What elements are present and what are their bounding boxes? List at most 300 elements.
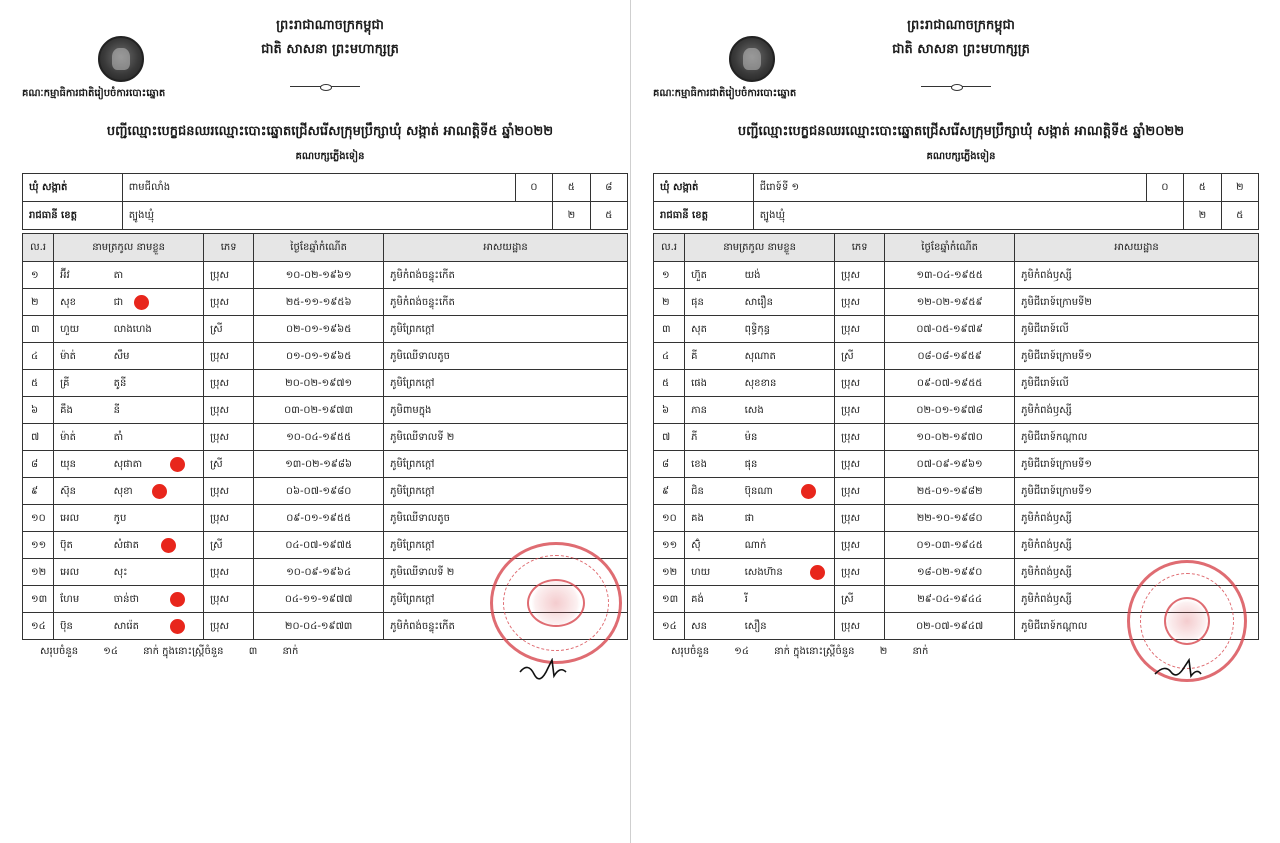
- address-cell: [1015, 316, 1259, 343]
- sex-cell-text: ប្រុស: [841, 431, 860, 443]
- dob-cell: [254, 397, 384, 424]
- address-cell-text: ភូមិពាមក្នុង: [390, 404, 432, 416]
- sex-cell: [835, 289, 885, 316]
- dob-cell-text: ០៧-០៥-១៩៧៩: [916, 323, 983, 335]
- surname-cell-text: អេល: [60, 566, 80, 578]
- given-name-cell-text: លាងហេង: [113, 323, 152, 335]
- sex-cell: [835, 262, 885, 289]
- surname-cell: [685, 289, 739, 316]
- row-number-text: ១០: [31, 512, 46, 524]
- dob-cell-text: ០៦-០៧-១៩៨០: [285, 485, 352, 497]
- commune-label: ឃុំ សង្កាត់: [23, 174, 123, 202]
- surname-cell: [685, 613, 739, 640]
- row-number-text: ១២: [662, 566, 678, 578]
- sex-cell: [835, 424, 885, 451]
- dob-cell-text: ២៩-០៤-១៩៤៤: [917, 593, 983, 605]
- dob-cell: [254, 586, 384, 613]
- summary-text: នាក់ ក្នុងនោះស្ត្រីចំនួន: [143, 646, 224, 657]
- district-name: ត្បូងឃ្មុំ: [122, 202, 552, 230]
- surname-cell-text: ភាន: [691, 404, 707, 416]
- sex-cell: [835, 316, 885, 343]
- column-header-name: នាមត្រកូល នាមខ្លួន: [54, 234, 204, 262]
- commune-name: ជីរោទ៍ទី ១: [753, 174, 1146, 202]
- dob-cell: [885, 262, 1015, 289]
- ornament-divider: [290, 84, 360, 90]
- row-number: [654, 532, 685, 559]
- dob-cell: [254, 505, 384, 532]
- summary-total-label: សរុបចំនួន: [40, 646, 79, 657]
- row-number-text: ៧: [31, 431, 40, 443]
- sex-cell-text: ប្រុស: [210, 269, 229, 281]
- sex-cell-text: ប្រុស: [841, 620, 860, 632]
- address-cell: [1015, 343, 1259, 370]
- address-cell-text: ភូមិកំពង់ឫស្សី: [1021, 566, 1072, 578]
- dob-cell-text: ០៩-០៧-១៩៥៥: [916, 377, 983, 389]
- given-name-cell: [739, 505, 835, 532]
- table-row: [654, 262, 1259, 289]
- address-cell: [1015, 478, 1259, 505]
- national-motto: ជាតិ សាសនា ព្រះមហាក្សត្រ: [261, 42, 399, 57]
- row-number: [654, 478, 685, 505]
- address-cell: [1015, 262, 1259, 289]
- given-name-cell-text: សុខា: [113, 485, 133, 497]
- dob-cell: [885, 343, 1015, 370]
- surname-cell: [685, 397, 739, 424]
- given-name-cell: [108, 613, 204, 640]
- document-title: បញ្ជីឈ្មោះបេក្ខជនឈរឈ្មោះបោះឆ្នោតជ្រើសរើសក្រុមប្រឹក្សាឃុំ សង្កាត់ អាណត្តិទី៥ ឆ្នាំ២០២២: [106, 124, 554, 139]
- address-cell: [1015, 397, 1259, 424]
- row-number-text: ៥: [31, 377, 39, 389]
- national-motto: ជាតិ សាសនា ព្រះមហាក្សត្រ: [892, 42, 1030, 57]
- district-code-digit: ៥: [590, 202, 627, 230]
- given-name-cell: [739, 532, 835, 559]
- dob-cell-text: ០៣-០២-១៩៧៣: [284, 404, 354, 416]
- row-number: [23, 613, 54, 640]
- row-number: [23, 478, 54, 505]
- dob-cell-text: ០១-០១-១៩៦៥: [285, 350, 352, 362]
- summary-total-label: សរុបចំនួន: [671, 646, 710, 657]
- table-row: [654, 505, 1259, 532]
- address-cell: [384, 478, 628, 505]
- dob-cell-text: ០២-០១-១៩៧៨: [916, 404, 983, 416]
- sex-cell-text: ប្រុស: [841, 512, 860, 524]
- address-cell: [384, 343, 628, 370]
- given-name-cell-text: ពុទ្ធិកុន្ធ: [744, 323, 771, 335]
- dob-cell: [254, 370, 384, 397]
- given-name-cell: [739, 586, 835, 613]
- sex-cell: [835, 478, 885, 505]
- address-cell: [384, 370, 628, 397]
- address-cell: [1015, 532, 1259, 559]
- dob-cell: [885, 559, 1015, 586]
- address-cell-text: ភូមិកំពង់ចន្ទុះកើត: [390, 620, 455, 632]
- sex-cell: [204, 559, 254, 586]
- sex-cell: [204, 505, 254, 532]
- address-cell-text: ភូមិកំពង់ឫស្សី: [1021, 539, 1072, 551]
- row-number: [654, 289, 685, 316]
- given-name-cell: [108, 559, 204, 586]
- surname-cell-text: ភី: [691, 431, 698, 443]
- address-cell-text: ភូមិកំពង់ឫស្សី: [1021, 404, 1072, 416]
- address-cell: [384, 451, 628, 478]
- given-name-cell-text: តា: [113, 269, 124, 281]
- dob-cell: [254, 559, 384, 586]
- row-number-text: ១២: [31, 566, 47, 578]
- red-mark-icon: [152, 484, 167, 499]
- surname-cell-text: សន: [691, 620, 707, 632]
- dob-cell-text: ០៩-០១-១៩៥៥: [286, 512, 352, 524]
- surname-cell: [685, 532, 739, 559]
- commune-name: ពាមជីលាំង: [122, 174, 515, 202]
- summary-unit: នាក់: [282, 646, 299, 657]
- sex-cell: [204, 613, 254, 640]
- given-name-cell: [108, 370, 204, 397]
- address-cell: [384, 262, 628, 289]
- surname-cell-text: ផេង: [691, 377, 707, 389]
- table-row: [654, 424, 1259, 451]
- address-cell-text: ភូមិជីរោទ៍ក្រោមទី១: [1021, 350, 1092, 362]
- surname-cell-text: ខេង: [691, 458, 707, 470]
- dob-cell-text: ២៥-១១-១៩៥៦: [285, 296, 352, 308]
- address-cell: [1015, 424, 1259, 451]
- row-number: [23, 424, 54, 451]
- given-name-cell-text: រី: [744, 593, 748, 605]
- sex-cell: [204, 343, 254, 370]
- dob-cell: [885, 370, 1015, 397]
- address-cell: [384, 397, 628, 424]
- commune-code-digit: ២: [1221, 174, 1258, 202]
- dob-cell: [254, 316, 384, 343]
- table-row: [23, 262, 628, 289]
- surname-cell-text: ផុន: [691, 296, 704, 308]
- surname-cell-text: ម៉ាត់: [60, 431, 76, 443]
- document-page-left: [0, 0, 630, 843]
- table-row: [23, 424, 628, 451]
- sex-cell-text: ប្រុស: [841, 296, 860, 308]
- party-name: គណបក្សភ្លើងទៀន: [926, 151, 996, 162]
- district-name: ត្បូងឃ្មុំ: [753, 202, 1183, 230]
- dob-cell-text: ២២-១០-១៩៨០: [916, 512, 983, 524]
- given-name-cell-text: ម៉ន: [744, 431, 758, 443]
- surname-cell: [685, 505, 739, 532]
- sex-cell-text: ប្រុស: [841, 458, 860, 470]
- dob-cell-text: ២០-០៤-១៩៧៣: [284, 620, 353, 632]
- address-cell-text: ភូមិជីរោទ៍កណ្តាល: [1021, 431, 1088, 443]
- row-number: [654, 451, 685, 478]
- dob-cell-text: ០១-០៣-១៩៤៥: [916, 539, 983, 551]
- given-name-cell: [739, 343, 835, 370]
- row-number: [23, 559, 54, 586]
- address-cell-text: ភូមិជីរោទ៍លើ: [1021, 323, 1069, 335]
- row-number: [23, 316, 54, 343]
- surname-cell-text: គ្រី: [60, 377, 70, 389]
- surname-cell: [685, 316, 739, 343]
- sex-cell-text: ស្រី: [210, 539, 223, 551]
- dob-cell-text: ១០-០២-១៩៧០: [916, 431, 983, 443]
- surname-cell-text: ជិន: [691, 485, 704, 497]
- row-number-text: ១៤: [662, 620, 677, 632]
- table-header-row: [23, 234, 628, 262]
- dob-cell-text: ២០-០២-១៩៧១: [285, 377, 353, 389]
- table-row: [23, 316, 628, 343]
- given-name-cell: [108, 532, 204, 559]
- row-number: [23, 586, 54, 613]
- given-name-cell: [108, 451, 204, 478]
- surname-cell-text: គី: [691, 350, 698, 362]
- dob-cell-text: ០៨-០៨-១៩៥៩: [917, 350, 982, 362]
- dob-cell: [885, 586, 1015, 613]
- kingdom-heading: ព្រះរាជាណាចក្រកម្ពុជា: [276, 18, 384, 33]
- address-cell-text: ភូមិជីរោទ៍លើ: [1021, 377, 1069, 389]
- national-emblem-icon: [729, 36, 775, 82]
- surname-cell: [54, 289, 108, 316]
- address-cell: [1015, 370, 1259, 397]
- dob-cell: [254, 451, 384, 478]
- surname-cell: [685, 370, 739, 397]
- summary-line: [671, 644, 950, 659]
- row-number: [23, 370, 54, 397]
- given-name-cell-text: ផា: [744, 512, 755, 524]
- address-cell-text: ភូមិព្រែកក្តៅ: [390, 323, 435, 335]
- row-number-text: ១: [31, 269, 39, 281]
- given-name-cell-text: ជា: [113, 296, 124, 308]
- row-number: [654, 262, 685, 289]
- given-name-cell: [739, 451, 835, 478]
- district-code-digit: ២: [553, 202, 590, 230]
- row-number-text: ២: [662, 296, 670, 308]
- dob-cell-text: ០៤-១១-១៩៧៧: [284, 593, 353, 605]
- row-number-text: ១៤: [31, 620, 46, 632]
- surname-cell-text: សុត: [691, 323, 707, 335]
- dob-cell-text: ០៤-០៧-១៩៧៥: [285, 539, 352, 551]
- surname-cell-text: ប៊ុត: [60, 539, 73, 551]
- sex-cell-text: ប្រុស: [841, 485, 860, 497]
- given-name-cell-text: សុខខាន: [744, 377, 777, 389]
- dob-cell-text: ១០-០៩-១៩៦៤: [286, 566, 352, 578]
- sex-cell-text: ប្រុស: [210, 377, 229, 389]
- surname-cell-text: ហ៊ួត: [691, 269, 707, 281]
- sex-cell-text: ប្រុស: [841, 377, 860, 389]
- sex-cell-text: ប្រុស: [841, 539, 860, 551]
- given-name-cell: [108, 397, 204, 424]
- given-name-cell-text: តាំ: [113, 431, 124, 443]
- row-number-text: ៧: [662, 431, 671, 443]
- column-header-address: អាសយដ្ឋាន: [384, 234, 628, 262]
- surname-cell-text: គឹង: [60, 404, 73, 416]
- surname-cell: [54, 478, 108, 505]
- row-number-text: ១១: [662, 539, 678, 551]
- surname-cell-text: សុខ: [60, 296, 76, 308]
- sex-cell-text: ប្រុស: [210, 404, 229, 416]
- commune-code-digit: ៨: [590, 174, 627, 202]
- table-header-row: [654, 234, 1259, 262]
- given-name-cell: [108, 586, 204, 613]
- district-label: រាជធានី ខេត្ត: [23, 202, 123, 230]
- row-number: [654, 586, 685, 613]
- row-number: [654, 397, 685, 424]
- sex-cell-text: ប្រុស: [210, 485, 229, 497]
- dob-cell: [885, 424, 1015, 451]
- sex-cell: [835, 505, 885, 532]
- dob-cell: [885, 397, 1015, 424]
- summary-line: [40, 644, 320, 659]
- committee-name: គណៈកម្មាធិការជាតិរៀបចំការបោះឆ្នោត: [22, 88, 166, 99]
- dob-cell: [254, 478, 384, 505]
- surname-cell-text: គង: [691, 512, 704, 524]
- surname-cell-text: គង់: [691, 593, 704, 605]
- document-title: បញ្ជីឈ្មោះបេក្ខជនឈរឈ្មោះបោះឆ្នោតជ្រើសរើសក្រុមប្រឹក្សាឃុំ សង្កាត់ អាណត្តិទី៥ ឆ្នាំ២០២២: [737, 124, 1185, 139]
- row-number-text: ៣: [31, 323, 40, 335]
- given-name-cell-text: សុផាតា: [113, 458, 143, 470]
- given-name-cell-text: ផុន: [744, 458, 758, 470]
- row-number-text: ១០: [662, 512, 677, 524]
- address-cell-text: ភូមិជីរោទ៍ក្រោមទី១: [1021, 485, 1092, 497]
- dob-cell: [254, 289, 384, 316]
- address-cell-text: ភូមិជីរោទ៍ក្រោមទី២: [1021, 296, 1092, 308]
- column-header-sex: ភេទ: [204, 234, 254, 262]
- row-number: [23, 343, 54, 370]
- given-name-cell-text: តូនី: [113, 377, 127, 389]
- surname-cell: [54, 559, 108, 586]
- surname-cell-text: ស៊ុំ: [691, 539, 701, 551]
- table-row: [654, 478, 1259, 505]
- surname-cell: [685, 343, 739, 370]
- official-stamp: [490, 542, 622, 664]
- surname-cell: [54, 370, 108, 397]
- ornament-divider: [921, 84, 991, 90]
- row-number: [23, 505, 54, 532]
- address-cell: [1015, 505, 1259, 532]
- address-cell: [384, 289, 628, 316]
- given-name-cell-text: សឿន: [744, 620, 767, 632]
- sex-cell-text: ប្រុស: [841, 566, 860, 578]
- given-name-cell: [108, 424, 204, 451]
- sex-cell: [204, 586, 254, 613]
- row-number: [23, 532, 54, 559]
- dob-cell-text: ១៣-០៤-១៩៥៥: [916, 269, 983, 281]
- dob-cell: [885, 505, 1015, 532]
- sex-cell: [204, 316, 254, 343]
- red-mark-icon: [170, 592, 185, 607]
- summary-unit: នាក់: [912, 646, 929, 657]
- signature: [518, 658, 568, 680]
- given-name-cell: [739, 424, 835, 451]
- dob-cell: [885, 451, 1015, 478]
- surname-cell: [54, 397, 108, 424]
- district-code-digit: ៥: [1221, 202, 1258, 230]
- row-number-text: ៨: [31, 458, 39, 470]
- sex-cell: [204, 370, 254, 397]
- signature: [1153, 658, 1203, 680]
- dob-cell: [885, 316, 1015, 343]
- given-name-cell-text: សេងហ៊ាន: [744, 566, 783, 578]
- surname-cell: [54, 505, 108, 532]
- column-header-no: ល.រ: [654, 234, 685, 262]
- dob-cell-text: ០២-០៧-១៩៤៧: [916, 620, 984, 632]
- dob-cell-text: ២៥-០១-១៩៨២: [916, 485, 983, 497]
- sex-cell: [204, 289, 254, 316]
- sex-cell: [835, 451, 885, 478]
- address-cell-text: ភូមិកំពង់ឫស្សី: [1021, 512, 1072, 524]
- surname-cell: [54, 613, 108, 640]
- surname-cell: [54, 532, 108, 559]
- surname-cell: [685, 586, 739, 613]
- address-cell-text: ភូមិកំពង់ឫស្សី: [1021, 269, 1072, 281]
- surname-cell-text: ប៊ុន: [60, 620, 73, 632]
- dob-cell: [885, 289, 1015, 316]
- commune-label: ឃុំ សង្កាត់: [654, 174, 754, 202]
- dob-cell: [885, 532, 1015, 559]
- dob-cell-text: ១២-០២-១៩៥៩: [916, 296, 983, 308]
- table-row: [654, 397, 1259, 424]
- row-number-text: ៨: [662, 458, 670, 470]
- table-row: [654, 289, 1259, 316]
- surname-cell: [54, 451, 108, 478]
- address-cell: [1015, 451, 1259, 478]
- row-number-text: ៤: [31, 350, 39, 362]
- address-cell-text: ភូមិព្រែកក្តៅ: [390, 593, 435, 605]
- dob-cell: [885, 478, 1015, 505]
- address-cell-text: ភូមិព្រែកក្តៅ: [390, 539, 435, 551]
- sex-cell: [835, 532, 885, 559]
- sex-cell: [835, 370, 885, 397]
- given-name-cell: [108, 289, 204, 316]
- column-header-dob: ថ្ងៃខែឆ្នាំកំណើត: [254, 234, 384, 262]
- surname-cell-text: ម៉ាត់: [60, 350, 76, 362]
- surname-cell: [54, 262, 108, 289]
- surname-cell: [685, 478, 739, 505]
- row-number-text: ៦: [31, 404, 39, 416]
- address-cell-text: ភូមិឈើទាលទី ២: [390, 566, 455, 578]
- surname-cell-text: អេល: [60, 512, 80, 524]
- surname-cell: [54, 343, 108, 370]
- surname-cell-text: អ៊ីវ: [60, 269, 70, 281]
- surname-cell: [685, 262, 739, 289]
- given-name-cell-text: ប៊ុនណា: [744, 485, 773, 497]
- row-number-text: ១៣: [662, 593, 679, 605]
- given-name-cell-text: សារឿន: [744, 296, 773, 308]
- sex-cell-text: ប្រុស: [841, 404, 860, 416]
- district-label: រាជធានី ខេត្ត: [654, 202, 754, 230]
- address-cell: [384, 505, 628, 532]
- row-number: [23, 262, 54, 289]
- surname-cell: [54, 316, 108, 343]
- row-number-text: ៩: [31, 485, 39, 497]
- row-number-text: ៤: [662, 350, 670, 362]
- column-header-dob: ថ្ងៃខែឆ្នាំកំណើត: [885, 234, 1015, 262]
- given-name-cell-text: សំផាត: [113, 539, 140, 551]
- commune-code-digit: ០: [515, 174, 552, 202]
- dob-cell-text: ១៣-០២-១៩៨៦: [285, 458, 353, 470]
- column-header-sex: ភេទ: [835, 234, 885, 262]
- dob-cell-text: ១០-០៤-១៩៥៥: [286, 431, 352, 443]
- address-cell-text: ភូមិជីរោទ៍ក្រោមទី១: [1021, 458, 1092, 470]
- sex-cell-text: ប្រុស: [210, 620, 229, 632]
- row-number: [654, 613, 685, 640]
- given-name-cell: [108, 478, 204, 505]
- address-cell: [384, 424, 628, 451]
- row-number-text: ៦: [662, 404, 670, 416]
- given-name-cell: [108, 505, 204, 532]
- row-number-text: ១: [662, 269, 670, 281]
- row-number: [654, 343, 685, 370]
- commune-code-digit: ០: [1146, 174, 1183, 202]
- red-mark-icon: [170, 457, 185, 472]
- sex-cell: [204, 532, 254, 559]
- given-name-cell: [108, 262, 204, 289]
- table-row: [23, 478, 628, 505]
- sex-cell-text: ស្រី: [210, 323, 223, 335]
